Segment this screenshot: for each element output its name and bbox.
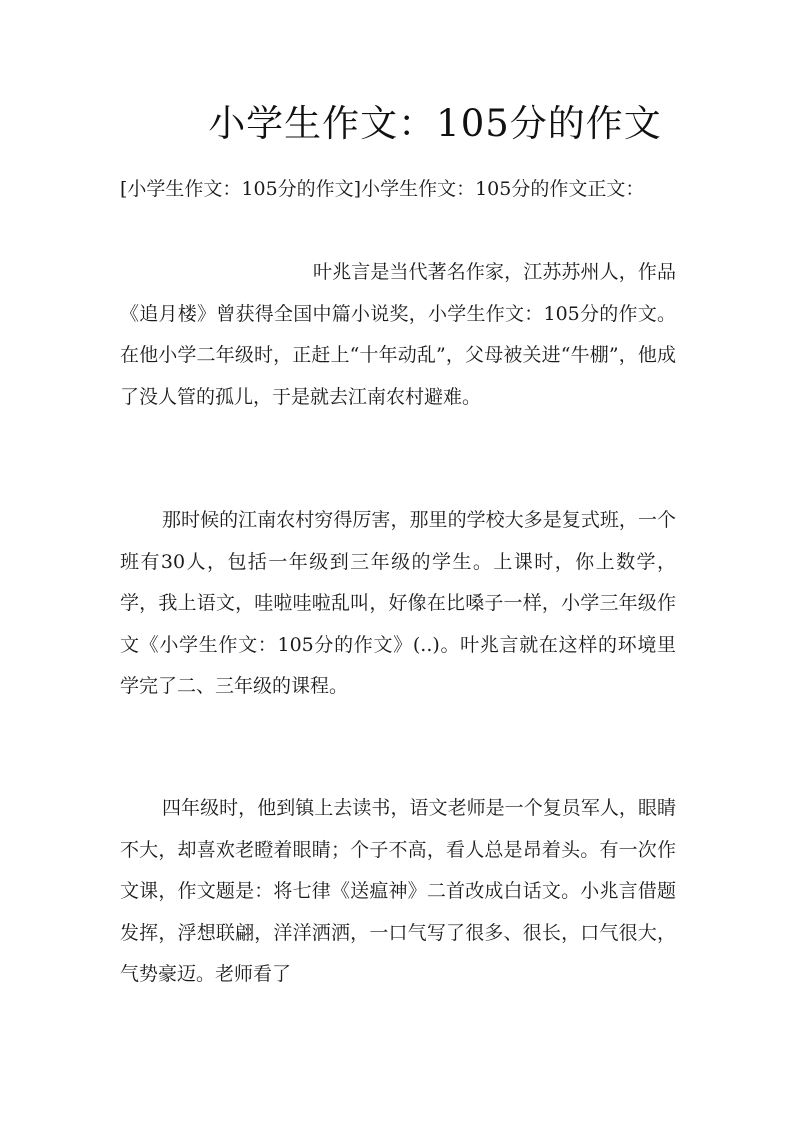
paragraph-fourth-grade: 四年级时，他到镇上去读书，语文老师是一个复员军人，眼睛不大，却喜欢老瞪着眼睛；个子不高，看人总是昂着头。有一次作文课，作文题是：将七律《送瘟神》二首改成白话文。小兆言借题发挥，浮想联翩，洋洋洒洒，一口气写了很多、很长，口气很大，气势豪迈。老师看了	[120, 797, 676, 985]
document-title: 小学生作文：105分的作文	[208, 102, 662, 145]
paragraph-author-bio: 叶兆言是当代著名作家，江苏苏州人，作品《追月楼》曾获得全国中篇小说奖，小学生作文：105分的作文。在他小学二年级时，正赶上“十年动乱”，父母被关进“牛棚”，他成了没人管的孤儿，于是就去江南农村避难。	[120, 261, 676, 408]
paragraph-village-school: 那时候的江南农村穷得厉害，那里的学校大多是复式班，一个班有30人，包括一年级到三年级的学生。上课时，你上数学，学，我上语文，哇啦哇啦乱叫，好像在比嗓子一样，小学三年级作文《小学生作文：105分的作文》(..)。叶兆言就在这样的环境里学完了二、三年级的课程。	[120, 509, 676, 697]
paragraph-intro: [小学生作文：105分的作文]小学生作文：105分的作文正文：	[120, 178, 645, 200]
